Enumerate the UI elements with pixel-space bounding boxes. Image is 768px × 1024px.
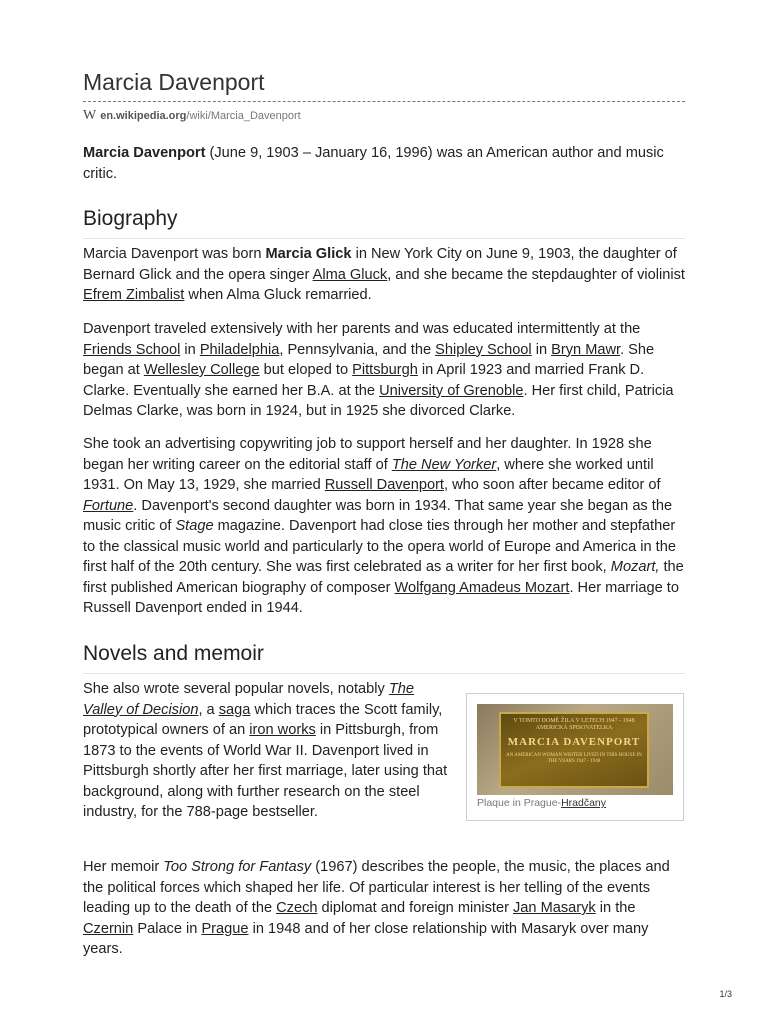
text: in [531, 341, 552, 358]
plaque-english-text: AN AMERICAN WOMAN WRITER LIVED IN THIS HOUSE IN THE YEARS 1947 - 1948 [506, 753, 642, 764]
text: , who soon after became editor of [444, 477, 661, 493]
text: , a [198, 701, 219, 718]
link-shipley-school[interactable]: Shipley School [435, 341, 532, 358]
plaque-name: MARCIA DAVENPORT [507, 736, 641, 748]
text: Her memoir [83, 859, 164, 875]
text: which traces the Scott family, prototypical owners of an [83, 701, 443, 738]
link-czech[interactable]: Czech [276, 900, 318, 916]
biography-paragraph-1 [83, 244, 685, 306]
birth-name: Marcia Glick [265, 246, 352, 262]
italic-too-strong-for-fantasy: Too Strong for Fantasy [163, 859, 312, 875]
text: diplomat and foreign minister [317, 900, 513, 916]
text: Marcia Davenport was born [83, 246, 266, 262]
link-alma-gluck[interactable]: Alma Gluck [312, 266, 388, 283]
text: in Pittsburgh, from 1873 to the events of World War II. Davenport lived in Pittsburgh shortly after her first marriage, later using that background, along with further research on the steel industry, for the 788-page bestseller. [83, 722, 448, 820]
link-the-new-yorker[interactable]: The New Yorker [391, 456, 497, 473]
source-url[interactable] [100, 110, 301, 122]
link-hradcany[interactable]: Hradčany [561, 797, 607, 809]
italic-mozart: Mozart, [610, 559, 660, 575]
link-jan-masaryk[interactable]: Jan Masaryk [513, 900, 596, 916]
page-number: 1/3 [719, 989, 732, 999]
source-path: /wiki/Marcia_Davenport [186, 110, 301, 122]
link-the-valley-of-decision[interactable]: The Valley of Decision [83, 681, 414, 718]
biography-paragraph-3 [83, 434, 685, 619]
figure-caption [477, 797, 606, 809]
text: (1967) describes the people, the music, the places and the political forces which shaped her life. Of particular interest is her telling of the events leading up to the death of the [83, 859, 670, 916]
link-iron-works[interactable]: iron works [249, 722, 316, 738]
text: . She began at [83, 341, 655, 378]
text: , Pennsylvania, and the [279, 341, 436, 358]
link-fortune[interactable]: Fortune [83, 497, 134, 514]
intro-name: Marcia Davenport [83, 145, 206, 161]
link-saga[interactable]: saga [218, 701, 251, 718]
link-bryn-mawr[interactable]: Bryn Mawr [551, 341, 621, 358]
novels-paragraph-1 [83, 679, 448, 823]
italic-stage: Stage [175, 518, 214, 534]
text: She also wrote several popular novels, notably [83, 681, 389, 697]
source-line [83, 108, 301, 124]
text: Davenport traveled extensively with her parents and was educated intermittently at the [83, 321, 641, 337]
page-title: Marcia Davenport [83, 69, 265, 95]
link-czernin[interactable]: Czernin [83, 920, 134, 937]
text: the first published American biography of composer [83, 559, 684, 596]
link-wellesley-college[interactable]: Wellesley College [143, 362, 260, 378]
text: , where she worked until 1931. On May 13, 1929, she married [83, 456, 654, 493]
biography-paragraph-2 [83, 319, 685, 422]
link-university-of-grenoble[interactable]: University of Grenoble [379, 382, 524, 399]
wikipedia-icon: W [83, 108, 97, 123]
plaque-czech-text: V TOMTO DOMĚ ŽILA V LETECH 1947 - 1948 AMERICKÁ SPISOVATELKA [513, 718, 635, 731]
text: . Davenport's second daughter was born in 1934. That same year she began as the music critic of [83, 497, 673, 534]
plaque-figure [466, 693, 684, 821]
text: in 1948 and of her close relationship with Masaryk over many years. [83, 920, 649, 957]
text: when Alma Gluck remarried. [184, 287, 372, 303]
intro-paragraph [83, 143, 685, 184]
caption-text: Plaque in Prague- [477, 797, 562, 809]
intro-text: (June 9, 1903 – January 16, 1996) was an American author and music critic. [83, 145, 664, 182]
novels-heading: Novels and memoir [83, 641, 685, 674]
link-efrem-zimbalist[interactable]: Efrem Zimbalist [83, 287, 185, 303]
link-philadelphia[interactable]: Philadelphia [199, 341, 280, 358]
link-wolfgang-amadeus-mozart[interactable]: Wolfgang Amadeus Mozart [394, 579, 570, 596]
plaque-image[interactable] [477, 704, 673, 795]
link-prague[interactable]: Prague [201, 920, 249, 937]
text: in New York City on June 9, 1903, the daughter of Bernard Glick and the opera singer [83, 246, 677, 283]
link-friends-school[interactable]: Friends School [83, 341, 181, 358]
link-pittsburgh[interactable]: Pittsburgh [352, 362, 418, 378]
text: but eloped to [259, 362, 353, 378]
text: in the [595, 900, 636, 916]
plaque [499, 712, 649, 788]
title-divider [83, 101, 685, 102]
text: . Her first child, Patricia Delmas Clarke, was born in 1924, but in 1925 she divorced Clarke. [83, 382, 674, 419]
text: magazine. Davenport had close ties through her mother and stepfather to the classical music world and particularly to the opera world of Europe and America in the first half of the 20th century. She was first celebrated as a writer for her first book, [83, 518, 676, 575]
text: . Her marriage to Russell Davenport ended in 1944. [83, 579, 679, 616]
text: in [180, 341, 200, 358]
text: in April 1923 and married Frank D. Clarke. Eventually she earned her B.A. at the [83, 362, 645, 399]
source-domain: en.wikipedia.org [100, 110, 187, 122]
link-russell-davenport[interactable]: Russell Davenport [324, 477, 444, 493]
novels-paragraph-2 [83, 857, 685, 960]
biography-heading: Biography [83, 206, 685, 239]
text: , and she became the stepdaughter of violinist [387, 266, 685, 283]
text: She took an advertising copywriting job to support herself and her daughter. In 1928 she began her writing career on the editorial staff of [83, 436, 652, 473]
text: Palace in [133, 920, 202, 937]
